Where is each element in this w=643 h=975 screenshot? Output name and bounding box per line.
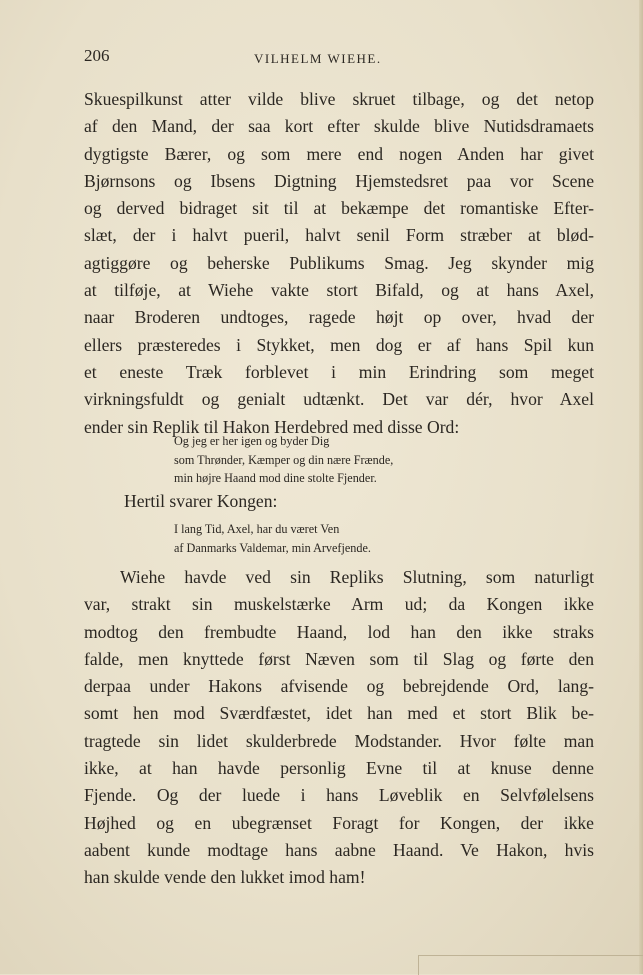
text-line: ellers præsteredes i Stykket, men dog er af hans Spil kun (84, 334, 594, 355)
text-line: slæt, der i halvt pueril, halvt senil Form stræber at blød- (84, 225, 594, 246)
verse-quote-1 (174, 432, 393, 488)
scan-corner-mark (418, 955, 643, 975)
verse-line: Og jeg er her igen og byder Dig (174, 434, 330, 448)
text-line: dygtigste Bærer, og som mere end nogen Anden har givet (84, 143, 594, 164)
reply-line: Hertil svarer Kongen: (124, 491, 278, 511)
text-line: tragtede sin lidet skulderbrede Modstander. Hvor følte man (84, 730, 594, 751)
text-line: og derved bidraget sit til at bekæmpe det romantiske Efter- (84, 198, 594, 219)
text-line: virkningsfuldt og genialt udtænkt. Det var dér, hvor Axel (84, 389, 594, 410)
text-line: agtiggøre og beherske Publikums Smag. Jeg skynder mig (84, 252, 594, 273)
text-line: at tilføje, at Wiehe vakte stort Bifald, og at hans Axel, (84, 280, 594, 301)
paragraph-2 (84, 564, 594, 892)
text-line: Højhed og en ubegrænset Foragt for Kongen, der ikke (84, 812, 594, 833)
paragraph-1 (84, 86, 594, 441)
text-line: var, strakt sin muskelstærke Arm ud; da Kongen ikke (84, 594, 594, 615)
text-line: ender sin Replik til Hakon Herdebred med disse Ord: (84, 416, 460, 437)
verse-line: I lang Tid, Axel, har du været Ven (174, 522, 340, 536)
text-line: derpaa under Hakons afvisende og bebrejdende Ord, lang- (84, 676, 594, 697)
text-line: Wiehe havde ved sin Repliks Slutning, som naturligt (120, 567, 594, 587)
text-line: somt hen mod Sværdfæstet, idet han med et stort Blik be- (84, 703, 594, 724)
verse-line: af Danmarks Valdemar, min Arvefjende. (174, 540, 371, 555)
verse-line: som Thrønder, Kæmper og din nære Frænde, (174, 452, 394, 467)
text-line: naar Broderen undtoges, ragede højt op over, hvad der (84, 307, 594, 328)
verse-line: min højre Haand mod dine stolte Fjender. (174, 471, 377, 485)
text-line: Skuespilkunst atter vilde blive skruet tilbage, og det netop (84, 89, 594, 109)
verse-quote-2 (174, 520, 371, 557)
text-line: Fjende. Og der luede i hans Løveblik en Selvfølelsens (84, 785, 594, 806)
text-line: af den Mand, der saa kort efter skulde blive Nutidsdramaets (84, 116, 594, 137)
page-header (84, 46, 584, 70)
text-line: Bjørnsons og Ibsens Digtning Hjemstedsret paa vor Scene (84, 170, 594, 191)
text-line: modtog den frembudte Haand, lod han den ikke straks (84, 621, 594, 642)
running-head: VILHELM WIEHE. (254, 51, 382, 66)
text-line: ikke, at han havde personlig Evne til at knuse denne (84, 758, 594, 779)
text-line: han skulde vende den lukket imod ham! (84, 867, 366, 888)
page-number: 206 (84, 46, 110, 65)
text-line: falde, men knyttede først Næven som til Slag og førte den (84, 648, 594, 669)
text-line: et eneste Træk forblevet i min Erindring som meget (84, 361, 594, 382)
page-edge (639, 0, 643, 974)
text-line: aabent kunde modtage hans aabne Haand. Ve Hakon, hvis (84, 839, 594, 860)
